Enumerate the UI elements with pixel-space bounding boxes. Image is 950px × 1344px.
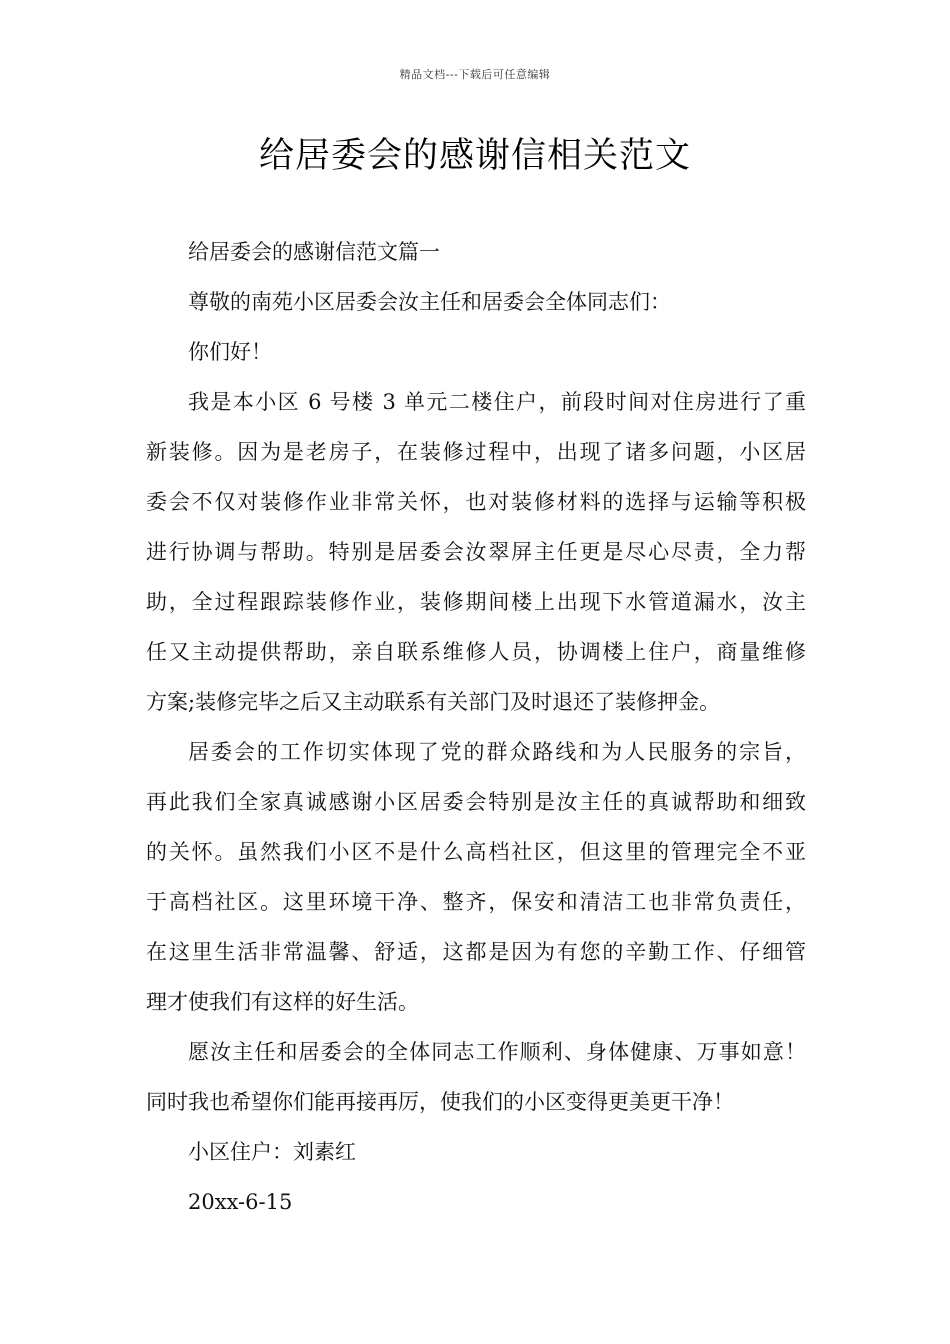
letter-body <box>146 227 806 1227</box>
paragraph-line: 再此我们全家真诚感谢小区居委会特别是汝主任的真诚帮助和细致 <box>146 790 806 814</box>
header-note: 精品文档---下载后可任意编辑 <box>399 68 551 81</box>
greeting: 你们好！ <box>188 340 272 364</box>
letter-date: 20xx-6-15 <box>188 1190 293 1214</box>
paragraph-line: 委会不仅对装修作业非常关怀，也对装修材料的选择与运输等积极 <box>146 490 806 514</box>
paragraph-line: 方案;装修完毕之后又主动联系有关部门及时退还了装修押金。 <box>146 690 721 714</box>
signature: 小区住户：刘素红 <box>188 1140 356 1164</box>
paragraph-line: 进行协调与帮助。特别是居委会汝翠屏主任更是尽心尽责，全力帮 <box>146 540 806 564</box>
paragraph-line: 任又主动提供帮助，亲自联系维修人员，协调楼上住户，商量维修 <box>146 640 806 664</box>
paragraph-line: 愿汝主任和居委会的全体同志工作顺利、身体健康、万事如意！ <box>188 1040 806 1064</box>
paragraph-line: 的关怀。虽然我们小区不是什么高档社区，但这里的管理完全不亚 <box>146 840 806 864</box>
paragraph-line: 我是本小区 6 号楼 3 单元二楼住户，前段时间对住房进行了重 <box>188 390 806 414</box>
paragraph-line: 新装修。因为是老房子，在装修过程中，出现了诸多问题，小区居 <box>146 440 806 464</box>
salutation: 尊敬的南苑小区居委会汝主任和居委会全体同志们： <box>188 290 671 314</box>
section-heading: 给居委会的感谢信范文篇一 <box>188 240 440 264</box>
document-title: 给居委会的感谢信相关范文 <box>258 136 691 176</box>
paragraph-line: 助，全过程跟踪装修作业，装修期间楼上出现下水管道漏水，汝主 <box>146 590 806 614</box>
paragraph-line: 理才使我们有这样的好生活。 <box>146 990 419 1014</box>
paragraph-line: 在这里生活非常温馨、舒适，这都是因为有您的辛勤工作、仔细管 <box>146 940 806 964</box>
paragraph-line: 同时我也希望你们能再接再厉，使我们的小区变得更美更干净！ <box>146 1090 734 1114</box>
paragraph-line: 于高档社区。这里环境干净、整齐，保安和清洁工也非常负责任， <box>146 890 806 914</box>
paragraph-line: 居委会的工作切实体现了党的群众路线和为人民服务的宗旨， <box>188 740 806 764</box>
